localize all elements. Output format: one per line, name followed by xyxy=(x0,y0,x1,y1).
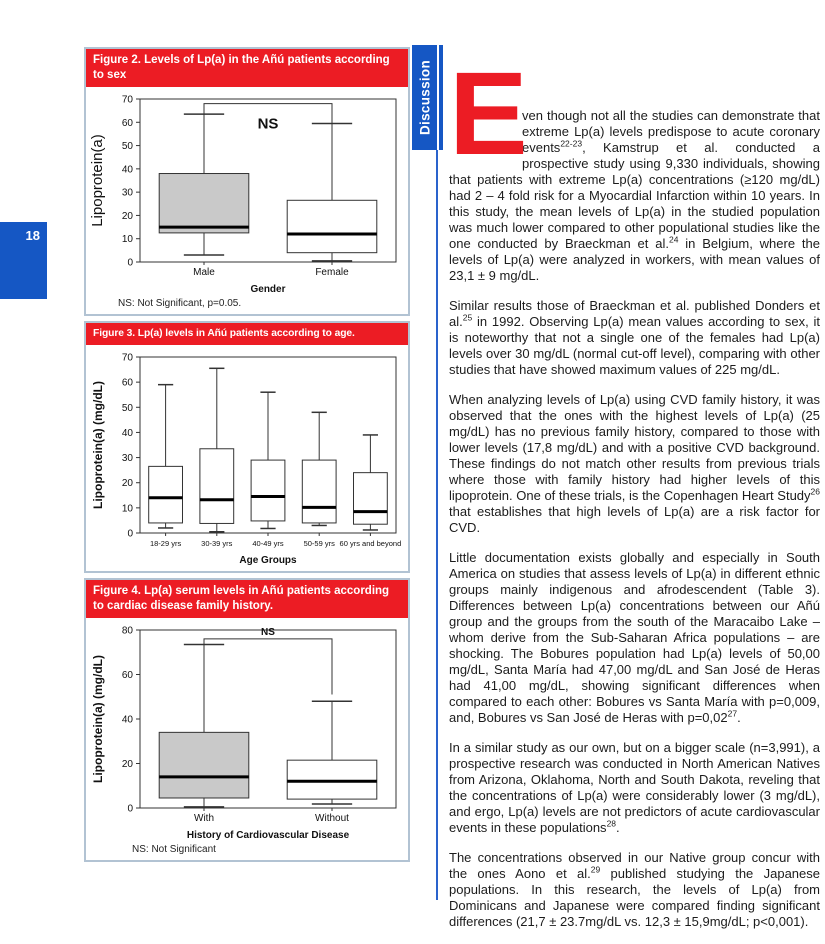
figure-2-footnote: NS: Not Significant, p=0.05. xyxy=(118,298,242,310)
svg-text:18-29 yrs: 18-29 yrs xyxy=(149,538,182,548)
svg-text:Lipoprotein(a) (mg/dL): Lipoprotein(a) (mg/dL) xyxy=(91,380,105,509)
svg-text:NS: NS xyxy=(261,627,275,639)
svg-text:30: 30 xyxy=(121,187,133,199)
svg-text:50-59 yrs: 50-59 yrs xyxy=(303,538,335,548)
figure-3-title: Figure 3. Lp(a) levels in Añú patients according to age. xyxy=(86,323,408,345)
drop-cap: E xyxy=(449,48,528,180)
paragraph: Similar results those of Braeckman et al. published Donders et al.$^{25}$ in 1992. Observing Lp(a) mean values according to sex, it is noteworthy that not a single one of the females had Lp(a) levels over 30 mg/dL (normal cut-off level), comparing with other studies that have showed maximum values of 225 mg/dL. xyxy=(449,298,820,377)
figure-2-title: Figure 2. Levels of Lp(a) in the Añú patients according to sex xyxy=(86,49,408,87)
paragraph: Little documentation exists globally and especially in South America on studies that assess levels of Lp(a) in different ethnic groups mainly indigenous and afrodescendent (Table 3). Differences between Lp(a) concentrations between our Añú group and the groups from the south of the Maracaibo Lake – whom derive from the Sub-Saharan Africa populations – are shocking. The Bobures population had Lp(a) levels of 50,00 mg/dL, Santa María had 47,00 mg/dL and San José de Heras had 41,00 mg/dL, showing significant differences when compared to each other: Bobures vs Santa María with p=0,009, and, Bobures vs San José de Heras with $p=0,02^{27}$. xyxy=(449,550,820,725)
svg-text:0: 0 xyxy=(127,528,133,540)
svg-text:60: 60 xyxy=(121,670,133,682)
svg-text:20: 20 xyxy=(121,478,133,490)
svg-text:With: With xyxy=(194,813,214,825)
svg-text:10: 10 xyxy=(121,234,133,246)
svg-text:Female: Female xyxy=(315,267,349,279)
figure-3-panel xyxy=(84,321,410,573)
paragraph: When analyzing levels of Lp(a) using CVD family history, it was observed that the ones with the highest levels of Lp(a) (25 mg/dL) has no previous family history, compared to those with lower levels (17,8 mg/dL) and with a positive CVD background. These findings do not match other results from previous trials where those with family history had higher levels of this lipoprotein. One of these trials, is the Copenhagen Heart Study$^{26}$ that establishes that high levels of Lp(a) are a risk factor for CVD. xyxy=(449,392,820,535)
svg-text:30-39 yrs: 30-39 yrs xyxy=(201,538,233,548)
svg-text:Age Groups: Age Groups xyxy=(239,554,297,566)
svg-text:History of Cardiovascular Dise: History of Cardiovascular Disease xyxy=(186,830,350,842)
svg-text:0: 0 xyxy=(127,803,133,815)
paragraph: E ven though not all the studies can demonstrate that extreme Lp(a) levels predispose to acute coronary events$^{22-23}$, Kamstrup et al. conducted a prospective study using 9,330 individuals, showing that patients with extreme Lp(a) concentrations (≥120 mg/dL) had 2 – 4 fold risk for a Myocardial Infarction within 10 years. In this study, the mean levels of Lp(a) in the studied population was much lower compared to other populational studies like the one conducted by Braeckman et al.$^{24}$ in Belgium, where the levels of Lp(a) were analyzed in workers, with mean values of 23,1 ± 9 mg/dL. xyxy=(449,48,820,283)
svg-text:20: 20 xyxy=(121,759,133,771)
figure-2-boxplot xyxy=(88,91,406,296)
svg-text:40-49 yrs: 40-49 yrs xyxy=(252,538,284,548)
svg-text:0: 0 xyxy=(127,257,133,269)
tab-discussion-label: Discussion xyxy=(417,59,433,136)
page-number: 18 xyxy=(25,228,40,243)
paragraph: The concentrations observed in our Native group concur with the ones Aono et al.$^{29}$ published studying the Japanese populations. In this research, the levels of Lp(a) from Dominicans and Japanese were compared finding significant differences (21,7 ± 23.7mg/dL vs. 12,3 ± 15,9mg/dL; p<0,001). xyxy=(449,850,820,929)
tab-discussion xyxy=(412,45,443,150)
svg-text:Male: Male xyxy=(193,267,215,279)
svg-text:Lipoprotein(a): Lipoprotein(a) xyxy=(89,134,106,228)
svg-text:10: 10 xyxy=(121,503,133,515)
discussion-text xyxy=(449,48,820,944)
figure-4-panel xyxy=(84,578,410,862)
svg-text:Without: Without xyxy=(315,813,349,825)
svg-text:50: 50 xyxy=(121,141,133,153)
svg-text:60: 60 xyxy=(121,118,133,130)
figure-4-boxplot xyxy=(88,622,406,842)
svg-text:60: 60 xyxy=(121,377,133,389)
svg-text:20: 20 xyxy=(121,211,133,223)
figure-2-panel xyxy=(84,47,410,316)
page-number-box xyxy=(0,222,47,299)
svg-text:50: 50 xyxy=(121,402,133,414)
svg-text:70: 70 xyxy=(121,352,133,364)
figure-3-boxplot xyxy=(88,349,406,567)
svg-text:30: 30 xyxy=(121,452,133,464)
svg-text:Lipoprotein(a) (mg/dL): Lipoprotein(a) (mg/dL) xyxy=(91,655,105,784)
svg-text:70: 70 xyxy=(121,94,133,106)
svg-text:NS: NS xyxy=(257,115,279,133)
column-divider-line xyxy=(436,45,438,900)
svg-text:40: 40 xyxy=(121,427,133,439)
figure-4-title: Figure 4. Lp(a) serum levels in Añú patients according to cardiac disease family history. xyxy=(86,580,408,618)
svg-text:40: 40 xyxy=(121,164,133,176)
paragraph: In a similar study as our own, but on a bigger scale (n=3,991), a prospective research was conducted in North American Natives from Arizona, Oklahoma, North and South Dakota, reveling that the concentrations of Lp(a) were considerably lower (3 mg/dL), and ergo, Lp(a) levels are not predictors of acute cardiovascular events in these populations$^{28}$. xyxy=(449,740,820,835)
figure-4-footnote: NS: Not Significant xyxy=(132,844,216,856)
svg-text:Gender: Gender xyxy=(250,284,286,296)
svg-text:40: 40 xyxy=(121,714,133,726)
figures-column xyxy=(84,47,410,867)
svg-text:80: 80 xyxy=(121,625,133,637)
svg-text:60 yrs and beyond: 60 yrs and beyond xyxy=(339,538,402,548)
